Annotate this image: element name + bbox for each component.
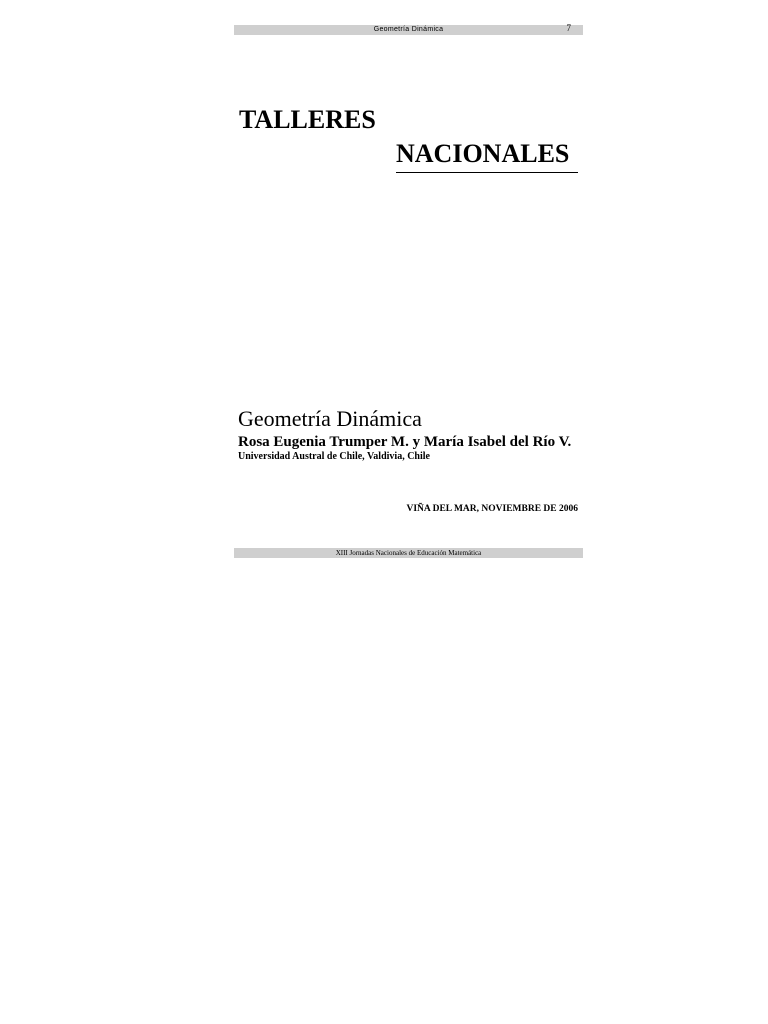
title-underline: [396, 172, 578, 173]
topic-title: Geometría Dinámica: [238, 406, 422, 431]
authors: Rosa Eugenia Trumper M. y María Isabel del Río V.: [238, 434, 572, 450]
page-footer: [234, 548, 583, 558]
main-title-line-1: TALLERES: [239, 105, 376, 134]
main-title-line-2: NACIONALES: [396, 139, 570, 168]
place-date: VIÑA DEL MAR, NOVIEMBRE DE 2006: [406, 504, 578, 514]
affiliation: Universidad Austral de Chile, Valdivia, Chile: [238, 451, 430, 462]
page-number: 7: [566, 23, 571, 33]
header-title: Geometría Dinámica: [373, 26, 444, 33]
page-header: [234, 25, 583, 35]
footer-text: XIII Jornadas Nacionales de Educación Matemática: [335, 549, 482, 557]
